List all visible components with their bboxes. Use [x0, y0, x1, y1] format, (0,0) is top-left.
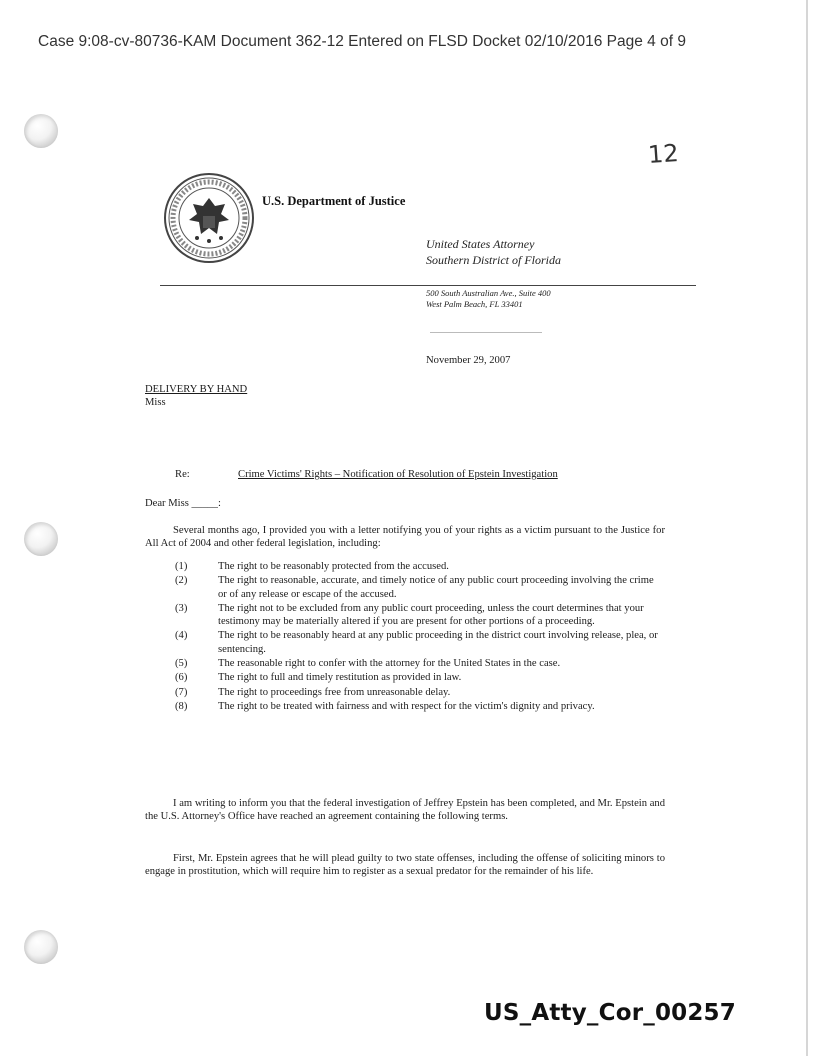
- right-number: (5): [175, 658, 188, 670]
- right-number: (8): [175, 700, 188, 712]
- handwritten-page-mark: 12: [647, 138, 680, 170]
- punch-hole-top: [24, 114, 58, 148]
- right-text: The reasonable right to confer with the attorney for the United States in the case.: [218, 658, 561, 670]
- address-line-2: West Palm Beach, FL 33401: [426, 299, 523, 309]
- delivery-method: DELIVERY BY HAND: [145, 384, 248, 395]
- right-item-1: [175, 560, 665, 573]
- office-line-1: United States Attorney: [426, 237, 535, 251]
- page-edge: [806, 0, 808, 1056]
- right-text: The right to proceedings free from unreasonable delay.: [218, 686, 451, 698]
- intro-paragraph: Several months ago, I provided you with a letter notifying you of your rights as a victim pursuant to the Justice for All Act of 2004 and other federal legislation, including:: [145, 525, 665, 550]
- address-line-1: 500 South Australian Ave., Suite 400: [426, 288, 551, 298]
- subject-line: Crime Victims' Rights – Notification of Resolution of Epstein Investigation: [238, 469, 558, 480]
- rights-list: [175, 560, 665, 714]
- re-label: Re:: [175, 469, 190, 480]
- plea-paragraph: First, Mr. Epstein agrees that he will plead guilty to two state offenses, including the offense of soliciting minors to engage in prostitution, which will require him to register as a sexual predator for the remainder of his life.: [145, 853, 665, 878]
- right-item-8: [175, 700, 665, 713]
- right-text: The right to full and timely restitution as provided in law.: [218, 672, 462, 684]
- punch-hole-middle: [24, 522, 58, 556]
- right-item-3: [175, 602, 665, 629]
- bates-number: US_Atty_Cor_00257: [484, 1000, 736, 1026]
- scan-artifact: [430, 332, 542, 333]
- punch-hole-bottom: [24, 930, 58, 964]
- right-text: The right to be treated with fairness and with respect for the victim's dignity and privacy.: [218, 700, 595, 712]
- letter-date: November 29, 2007: [426, 355, 511, 366]
- right-number: (4): [175, 630, 188, 642]
- docket-header: Case 9:08-cv-80736-KAM Document 362-12 Entered on FLSD Docket 02/10/2016 Page 4 of 9: [38, 33, 686, 50]
- addressee: Miss: [145, 397, 166, 408]
- right-number: (6): [175, 672, 188, 684]
- right-item-5: [175, 657, 665, 670]
- right-text: The right not to be excluded from any public court proceeding, unless the court determines that your testimony may be materially altered if you are present for other portions of a proceeding.: [218, 602, 644, 628]
- right-number: (2): [175, 575, 188, 587]
- right-text: The right to reasonable, accurate, and timely notice of any public court proceeding involving the crime or of any release or escape of the accused.: [218, 575, 654, 600]
- right-text: The right to be reasonably heard at any public proceeding in the district court involving release, plea, or sentencing.: [218, 630, 658, 655]
- right-item-7: [175, 686, 665, 699]
- doj-seal-icon: [163, 172, 255, 264]
- right-item-6: [175, 671, 665, 684]
- letterhead-divider: [160, 285, 696, 286]
- department-name: U.S. Department of Justice: [262, 194, 406, 208]
- salutation: Dear Miss _____:: [145, 498, 221, 509]
- right-item-2: [175, 574, 665, 601]
- right-number: (7): [175, 686, 188, 698]
- right-item-4: [175, 629, 665, 656]
- right-number: (3): [175, 602, 188, 614]
- investigation-paragraph: I am writing to inform you that the federal investigation of Jeffrey Epstein has been completed, and Mr. Epstein and the U.S. Attorney's Office have reached an agreement containing the following terms.: [145, 798, 665, 823]
- office-line-2: Southern District of Florida: [426, 253, 561, 267]
- right-text: The right to be reasonably protected from the accused.: [218, 561, 449, 572]
- right-number: (1): [175, 561, 188, 572]
